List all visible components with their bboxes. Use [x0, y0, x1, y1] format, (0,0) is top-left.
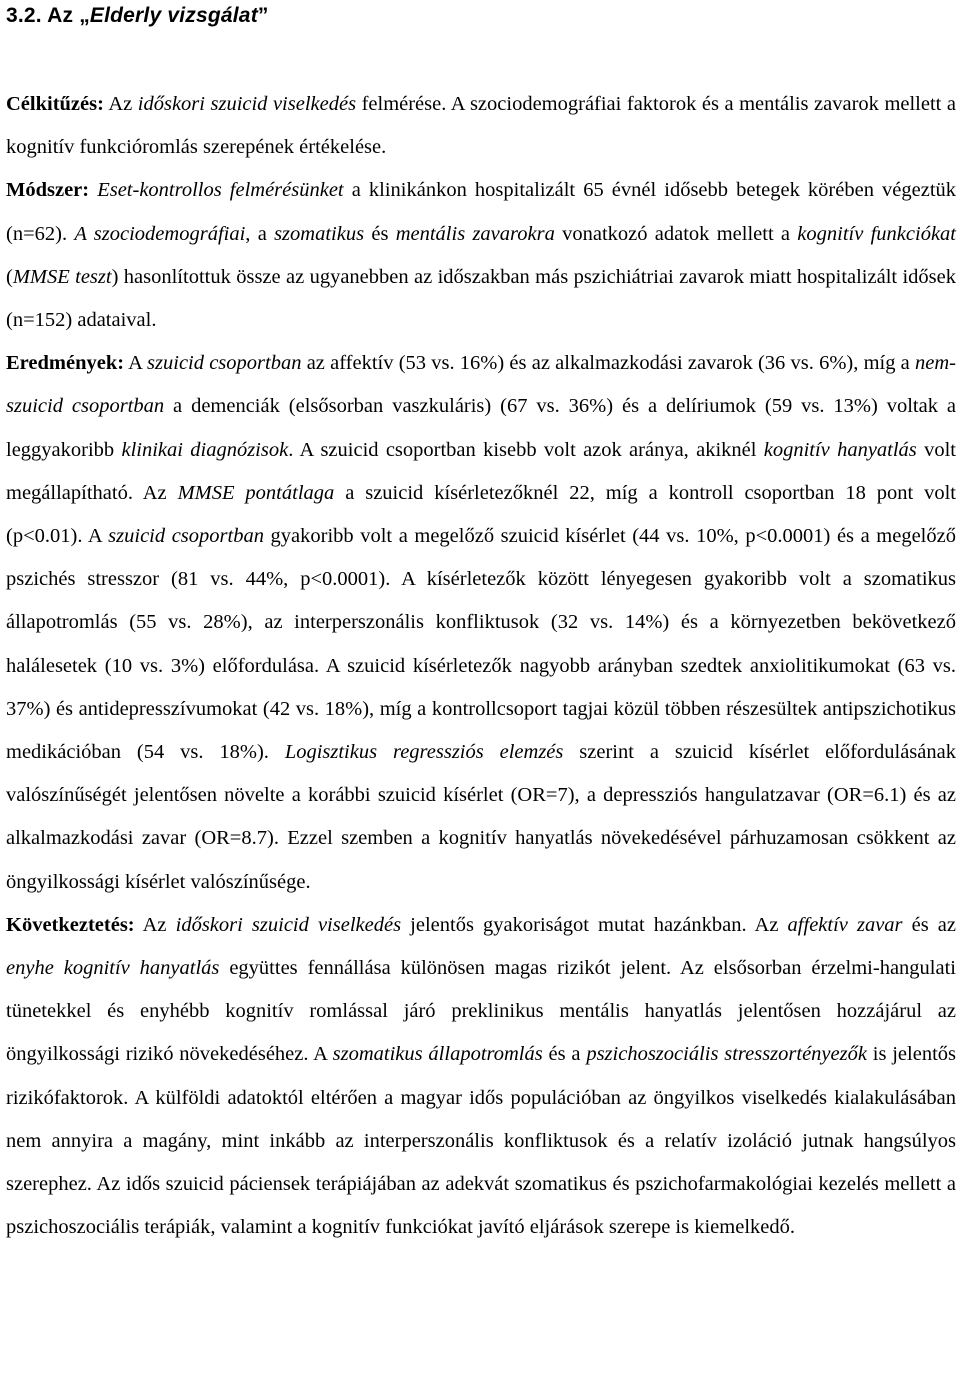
emphasized-phrase: mentális zavarokra [395, 222, 555, 245]
text-run: és [364, 222, 396, 245]
results-paragraph [6, 342, 956, 904]
emphasized-phrase: szomatikus [274, 222, 365, 245]
text-run: szerint a szuicid kísérlet előfordulásának valószínűségét jelentősen növelte a korábbi szuicid kísérlet (OR=7), a depressziós hangulatzavar (OR=6.1) és az alkalmazkodási zavar (OR=8.7). Ezzel szemben a kognitív hanyatlás növekedésével párhuzamosan csökkent az öngyilkossági kísérlet valószínűsége. [6, 741, 956, 893]
emphasized-phrase: szuicid csoportban [108, 525, 264, 548]
section-heading [6, 0, 956, 30]
emphasized-phrase: Eset-kontrollos felmérésünket [97, 179, 344, 202]
text-run [89, 179, 97, 201]
emphasized-phrase: klinikai diagnózisok [121, 438, 289, 461]
text-run: ) hasonlítottuk össze az ugyanebben az időszakban más pszichiátriai zavarok miatt hospitalizált idősek (n=152) adataival. [6, 265, 956, 332]
emphasized-phrase: szuicid csoportban [147, 352, 302, 375]
results-text [6, 352, 956, 892]
conclusion-paragraph [6, 904, 956, 1250]
text-run: és a [542, 1043, 587, 1066]
emphasized-phrase: pszichoszociális stresszortényezők [586, 1043, 867, 1066]
text-run: felmérése. A szociodemográfiai faktorok és a mentális zavarok mellett a kognitív funkcióromlás szerepének értékelése. [6, 93, 956, 159]
text-run: Az [103, 93, 138, 115]
emphasized-phrase: időskori szuicid viselkedés [137, 93, 357, 115]
text-run: Az [134, 913, 176, 936]
text-run: és az [902, 913, 957, 936]
emphasized-phrase: MMSE pontátlaga [177, 481, 335, 504]
section-title-prefix: Az „ [47, 4, 90, 27]
emphasized-phrase: MMSE teszt [12, 265, 112, 288]
objective-paragraph [6, 83, 956, 169]
conclusion-label: Következtetés: [6, 913, 135, 936]
section-title-emphasis: Elderly vizsgálat [89, 4, 258, 27]
section-number: 3.2. [6, 4, 42, 27]
text-run: gyakoribb volt a megelőző szuicid kísérlet (44 vs. 10%, p<0.0001) és a megelőző pszichés stresszor (81 vs. 44%, p<0.0001). A kísérletezők között lényegesen gyakoribb volt a szomatikus állapotromlás (55 vs. 28%), az interperszonális konfliktusok (32 vs. 14%) és a környezetben bekövetkező halálesetek (10 vs. 3%) előfordulása. A szuicid kísérletezők nagyobb arányban szedtek anxiolitikumokat (63 vs. 37%) és antidepresszívumokat (42 vs. 18%), míg a kontrollcsoport tagjai közül többen részesültek antipszichotikus medikációban (54 vs. 18%). [6, 525, 956, 764]
objective-text [6, 93, 956, 158]
emphasized-phrase: A szociodemográfiai [74, 222, 246, 245]
emphasized-phrase: Logisztikus regressziós elemzés [284, 741, 564, 764]
emphasized-phrase: kognitív hanyatlás [763, 438, 917, 461]
text-run: is jelentős rizikófaktorok. A külföldi adatoktól eltérően a magyar idős populációban az öngyilkos viselkedés kialakulásában nem annyira a magány, mint inkább az interperszonális konfliktusok és a relatív izoláció jutnak hangsúlyos szerephez. Az idős szuicid páciensek terápiájában az adekvát szomatikus és pszichofarmakológiai kezelés mellett a pszichoszociális terápiák, valamint a kognitív funkciókat javító eljárások szerepe is kiemelkedő. [6, 1043, 956, 1239]
text-run: a szuicid kísérletezőknél 22, míg a kontroll csoportban 18 pont volt (p<0.01). A [6, 481, 957, 548]
conclusion-text [6, 914, 956, 1238]
text-run: ( [6, 265, 13, 288]
text-run: jelentős gyakoriságot mutat hazánkban. Az [401, 913, 788, 936]
method-paragraph [6, 169, 956, 342]
text-run: volt megállapítható. Az [6, 438, 956, 504]
emphasized-phrase: időskori szuicid viselkedés [175, 913, 402, 936]
emphasized-phrase: szomatikus állapotromlás [332, 1043, 543, 1066]
emphasized-phrase: enyhe kognitív hanyatlás [6, 957, 220, 980]
text-run: a demenciák (elsősorban vaszkuláris) (67 vs. 36%) és a delíriumok (59 vs. 13%) voltak a leggyakoribb [6, 395, 956, 461]
text-run: vonatkozó adatok mellett a [554, 222, 798, 245]
results-label: Eredmények: [6, 352, 125, 375]
method-text [6, 179, 956, 331]
objective-label: Célkitűzés: [6, 93, 104, 115]
text-run: , a [245, 222, 275, 245]
text-run: az affektív (53 vs. 16%) és az alkalmazkodási zavarok (36 vs. 6%), míg a [301, 352, 916, 375]
section-title-suffix: ” [257, 4, 269, 27]
text-run: együttes fennállása különösen magas rizikót jelent. Az elsősorban érzelmi-hangulati tünetekkel és enyhébb kognitív romlással járó preklinikus mentális hanyatlás jelentősen hozzájárul az öngyilkossági rizikó növekedéséhez. A [6, 957, 956, 1066]
method-label: Módszer: [6, 179, 90, 202]
emphasized-phrase: kognitív funkciókat [797, 222, 956, 245]
emphasized-phrase: affektív zavar [787, 913, 903, 936]
text-run: a klinikánkon hospitalizált 65 évnél idősebb betegek körében végeztük (n=62). [6, 179, 957, 245]
text-run: . A szuicid csoportban kisebb volt azok aránya, akiknél [288, 438, 764, 461]
emphasized-phrase: nem-szuicid csoportban [6, 352, 956, 418]
text-run: A [124, 352, 148, 375]
